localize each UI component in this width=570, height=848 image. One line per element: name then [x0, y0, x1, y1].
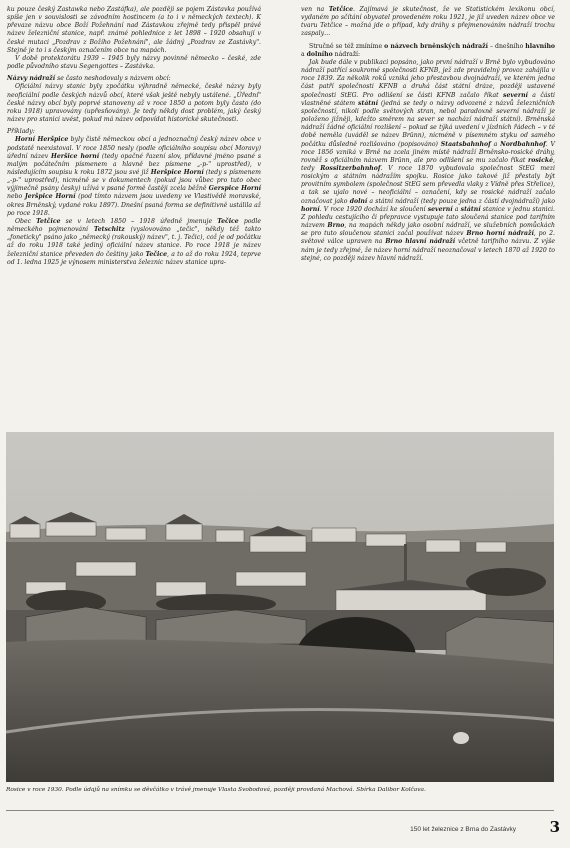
text-run: , tedy	[301, 156, 555, 172]
text-run: ven na	[301, 6, 329, 13]
emphasis: státní	[358, 99, 378, 107]
paragraph	[7, 218, 261, 267]
place-name: Tečice	[217, 217, 239, 225]
paragraph	[301, 6, 555, 39]
text-run: podle německého pojmenování	[7, 217, 262, 234]
historic-photo-rosice	[6, 432, 554, 782]
emphasis: státní	[460, 205, 481, 213]
emphasis: severní	[503, 91, 528, 99]
lead-paragraph	[301, 43, 555, 59]
right-column	[301, 6, 555, 263]
text-run: nádraží:	[332, 50, 361, 58]
place-name: Tetčice	[328, 6, 354, 13]
text-run: se v letech 1850 – 1918 úředně jmenuje	[60, 217, 218, 225]
text-run: Stručně se též zmíníme	[309, 42, 385, 50]
text-run: (jedná se tedy o názvy odvozené z názvů železničních společností, nikoli podle světových stran, nebol paradoxně severní nádraží je položeno jižněji, kdežto směrem na sever se nachází nádraží státní). Brněnská nádraží žádné oficiální rozlišení – pokud se týká uvedení v jízdních řádech – v té době neměla (uváděl se název Brünn), nicméně v písemném styku od samého počátku důsledně rozlišováno (popisováno)	[301, 99, 555, 148]
section-heading-bold: Názvy nádraží	[7, 75, 56, 83]
place-name: Heršpice Horní	[150, 168, 204, 176]
paragraph: Oficiální názvy stanic byly zpočátku výhradně německé, české názvy byly neoficiální podle českých názvů obcí, které však ještě nebyly ustálené. „Úřední" české názvy obcí byly poprvé stanoveny až v roce 1850 a potom byly často (do roku 1918) upravovány (upřesňovány). Je tedy někdy dost problém, jaký český název pro stanici uvést, pokud má název odpovídat historické skutečnosti.	[7, 83, 261, 124]
place-name: Tečice	[145, 250, 168, 258]
text-run: nebo	[7, 193, 25, 201]
paragraph: V době protektorátu 1939 – 1945 byly názvy povinně německo – české, zde podle původního stavu Segengottes – Zastávka.	[7, 54, 261, 71]
text-run: (tedy opačné řazení slov, přídavné jméno psané s malým počátečním písmenem a hlavně bez písmene „-p-" uprostřed), v následujícím soupisu k roku 1872 jsou své již	[7, 152, 261, 176]
emphasis: Brno hlavní nádraží	[385, 238, 456, 246]
text-run: , a to až do roku 1924, teprve od 1. ledna 1925 je výnosem ministerstva železnic název stanice upra-	[7, 250, 261, 266]
text-run: (pod tímto názvem jsou uvedeny ve Vlastivědě moravské, okres Brněnský, vydané roku 1897). Dnešní psaná forma se definitivně ustálila až po roce 1918.	[7, 193, 261, 217]
left-column	[7, 6, 261, 267]
text-run: . Zajímavá je skutečnost, že ve Statistickém lexikonu obcí, vydaném po sčítání obyvatel provedeném roku 1921, je již uveden název obce ve tvaru Tetčice – možná jde o případ, kdy dráhy s přejmenováním nádraží trochu zaspaly…	[301, 6, 555, 38]
emphasis: hlavního	[525, 42, 555, 50]
footer-rule	[6, 810, 554, 811]
examples-label: Příklady:	[7, 128, 35, 136]
place-name: Gerspice Horní	[208, 185, 261, 193]
section-heading	[7, 75, 261, 83]
place-name: Horní Heršpice	[15, 136, 69, 144]
emphasis: severní	[427, 205, 453, 213]
emphasis: rosické	[528, 156, 554, 164]
emphasis: horní	[301, 205, 320, 213]
place-name: Jeršpice Horní	[24, 193, 76, 201]
text-run: stanice v jednu stanici. Z pohledu cestujícího či přepravce vystupuje tato sloučená stanice pod tarifním názvem	[301, 205, 555, 230]
text-run: . V roce 1920 dochází ke sloučení	[319, 205, 428, 213]
text-run: , na mapách někdy jako osobní nádraží, ve služebních pomůckách se pro tuto sloučenou stanici začal používat název	[301, 222, 555, 238]
place-name: Tetschitz	[93, 226, 125, 234]
footer-title: 150 let železnice z Brna do Zastávky	[410, 826, 516, 833]
paragraph	[301, 59, 555, 263]
place-name: Tetčice	[36, 217, 61, 225]
text-run: byly čistě německou obcí a jednoznačný český název obce v podstatě neexistoval. V roce 1850 nesly (podle oficiálního soupisu obcí Moravy) úřední název	[7, 136, 261, 160]
text-run: a	[301, 50, 307, 58]
emphasis: Brno	[327, 222, 345, 230]
text-run: a části vlastněné státem	[301, 91, 556, 107]
emphasis: Brno horní nádraží	[466, 230, 534, 238]
text-run: . V roce 1870 vybudovala společnost StEG mezi rosickým a státním nádražím spojku. Rosice jako takové již přestaly být provitním symbolem (společnost StEG sem převedla vlaky z Vídně přes Střelice), a tak se ujalo nové – neoficiální – označení, kdy se rosické nádraží začalo označovat jako	[301, 164, 555, 205]
place-name: Heršice horní	[51, 152, 100, 160]
page-number: 3	[549, 818, 560, 836]
emphasis: o názvech brněnských nádraží	[384, 42, 488, 50]
photo-caption: Rosice v roce 1930. Podle údajů na snímku se děvčátko v trávě jmenuje Vlasta Svobodová, později provdaná Machová. Sbírka Dalibor Kolčava.	[6, 787, 426, 793]
text-run: a státní nádraží (tedy pouze jedna z částí dvojnádraží) jako	[367, 197, 556, 205]
emphasis: dolní	[349, 197, 368, 205]
text-run: (vyslovováno „tečic", někdy též takto „foneticky" psáno jako „německý (rakouský) název", t. j. Tečic), což je od počátku až do roku 1918 také jediný oficiální název stanice. Po roce 1918 je název železniční stanice převeden do češtiny jako	[7, 226, 261, 258]
text-run: včetně tarifního názvu. Z výše nám je tedy zřejmé, že název horní nádraží neoznačoval v letech 1870 až 1920 to stejné, co později název hlavní nádraží.	[301, 238, 555, 262]
text-run: . V roce 1856 vzniká v Brně na zcela jiném místě nádraží Brněnsko-rosické dráhy, rovněž s oficiálním názvem Brünn, ale pro odlišení se mu začalo říkat	[301, 140, 555, 164]
text-run: – dnešního	[487, 42, 526, 50]
section-heading-rest: se často neshodovaly s názvem obcí:	[55, 75, 171, 83]
text-run: a	[452, 205, 461, 213]
paragraph	[7, 136, 261, 218]
emphasis: Rossitzerbahnhof	[320, 164, 381, 172]
emphasis: dolního	[306, 50, 333, 58]
text-run: Obec	[15, 217, 37, 225]
emphasis: Staatsbahnhof	[440, 140, 491, 148]
text-run: , po 2. světové válce upraven na	[301, 230, 555, 246]
emphasis: Nordbahnhof	[500, 140, 546, 148]
text-run: a	[490, 140, 501, 148]
photo-illustration	[6, 432, 554, 782]
text-run: Jak bude dále v publikaci popsáno, jako první nádraží v Brně bylo vybudováno nádraží patřící soukromé společnosti KFNB, jež zde pravidelný provoz zahájila v roce 1839. Za několik roků vzniká jeho přestavbou dvojnádraží, ve kterém jedna část patří společnosti KFNB a druhá část státní dráze, později ustavené společnosti StEG. Pro odlišení se části KFNB začalo říkat	[301, 58, 555, 99]
paragraph: ku pouze český Zastawka nebo Zastáfka), ale později se pojem Zástavka používá spíše jen v souvislosti se závodním hostincem (a to i v německých textech). K převaze názvu obce Boží Požehnání nad Zástavkou zřejmě tedy přispěl právě název železniční stanice, např. známé pohlednice z let 1898 – 1920 obsahují v české mutaci „Pozdrav z Božího Požehnání", ale žádný „Pozdrav ze Zastávky". Stejně je to i s českým označením obce na mapách.	[7, 6, 261, 54]
text-run: (tedy s písmenem „-p-" uprostřed), nicméně se v dokumentech (pokud jsou vůbec pro tuto obec výjimečně psány česky) užívá v psané formě častěji zcela běžně	[7, 168, 261, 193]
